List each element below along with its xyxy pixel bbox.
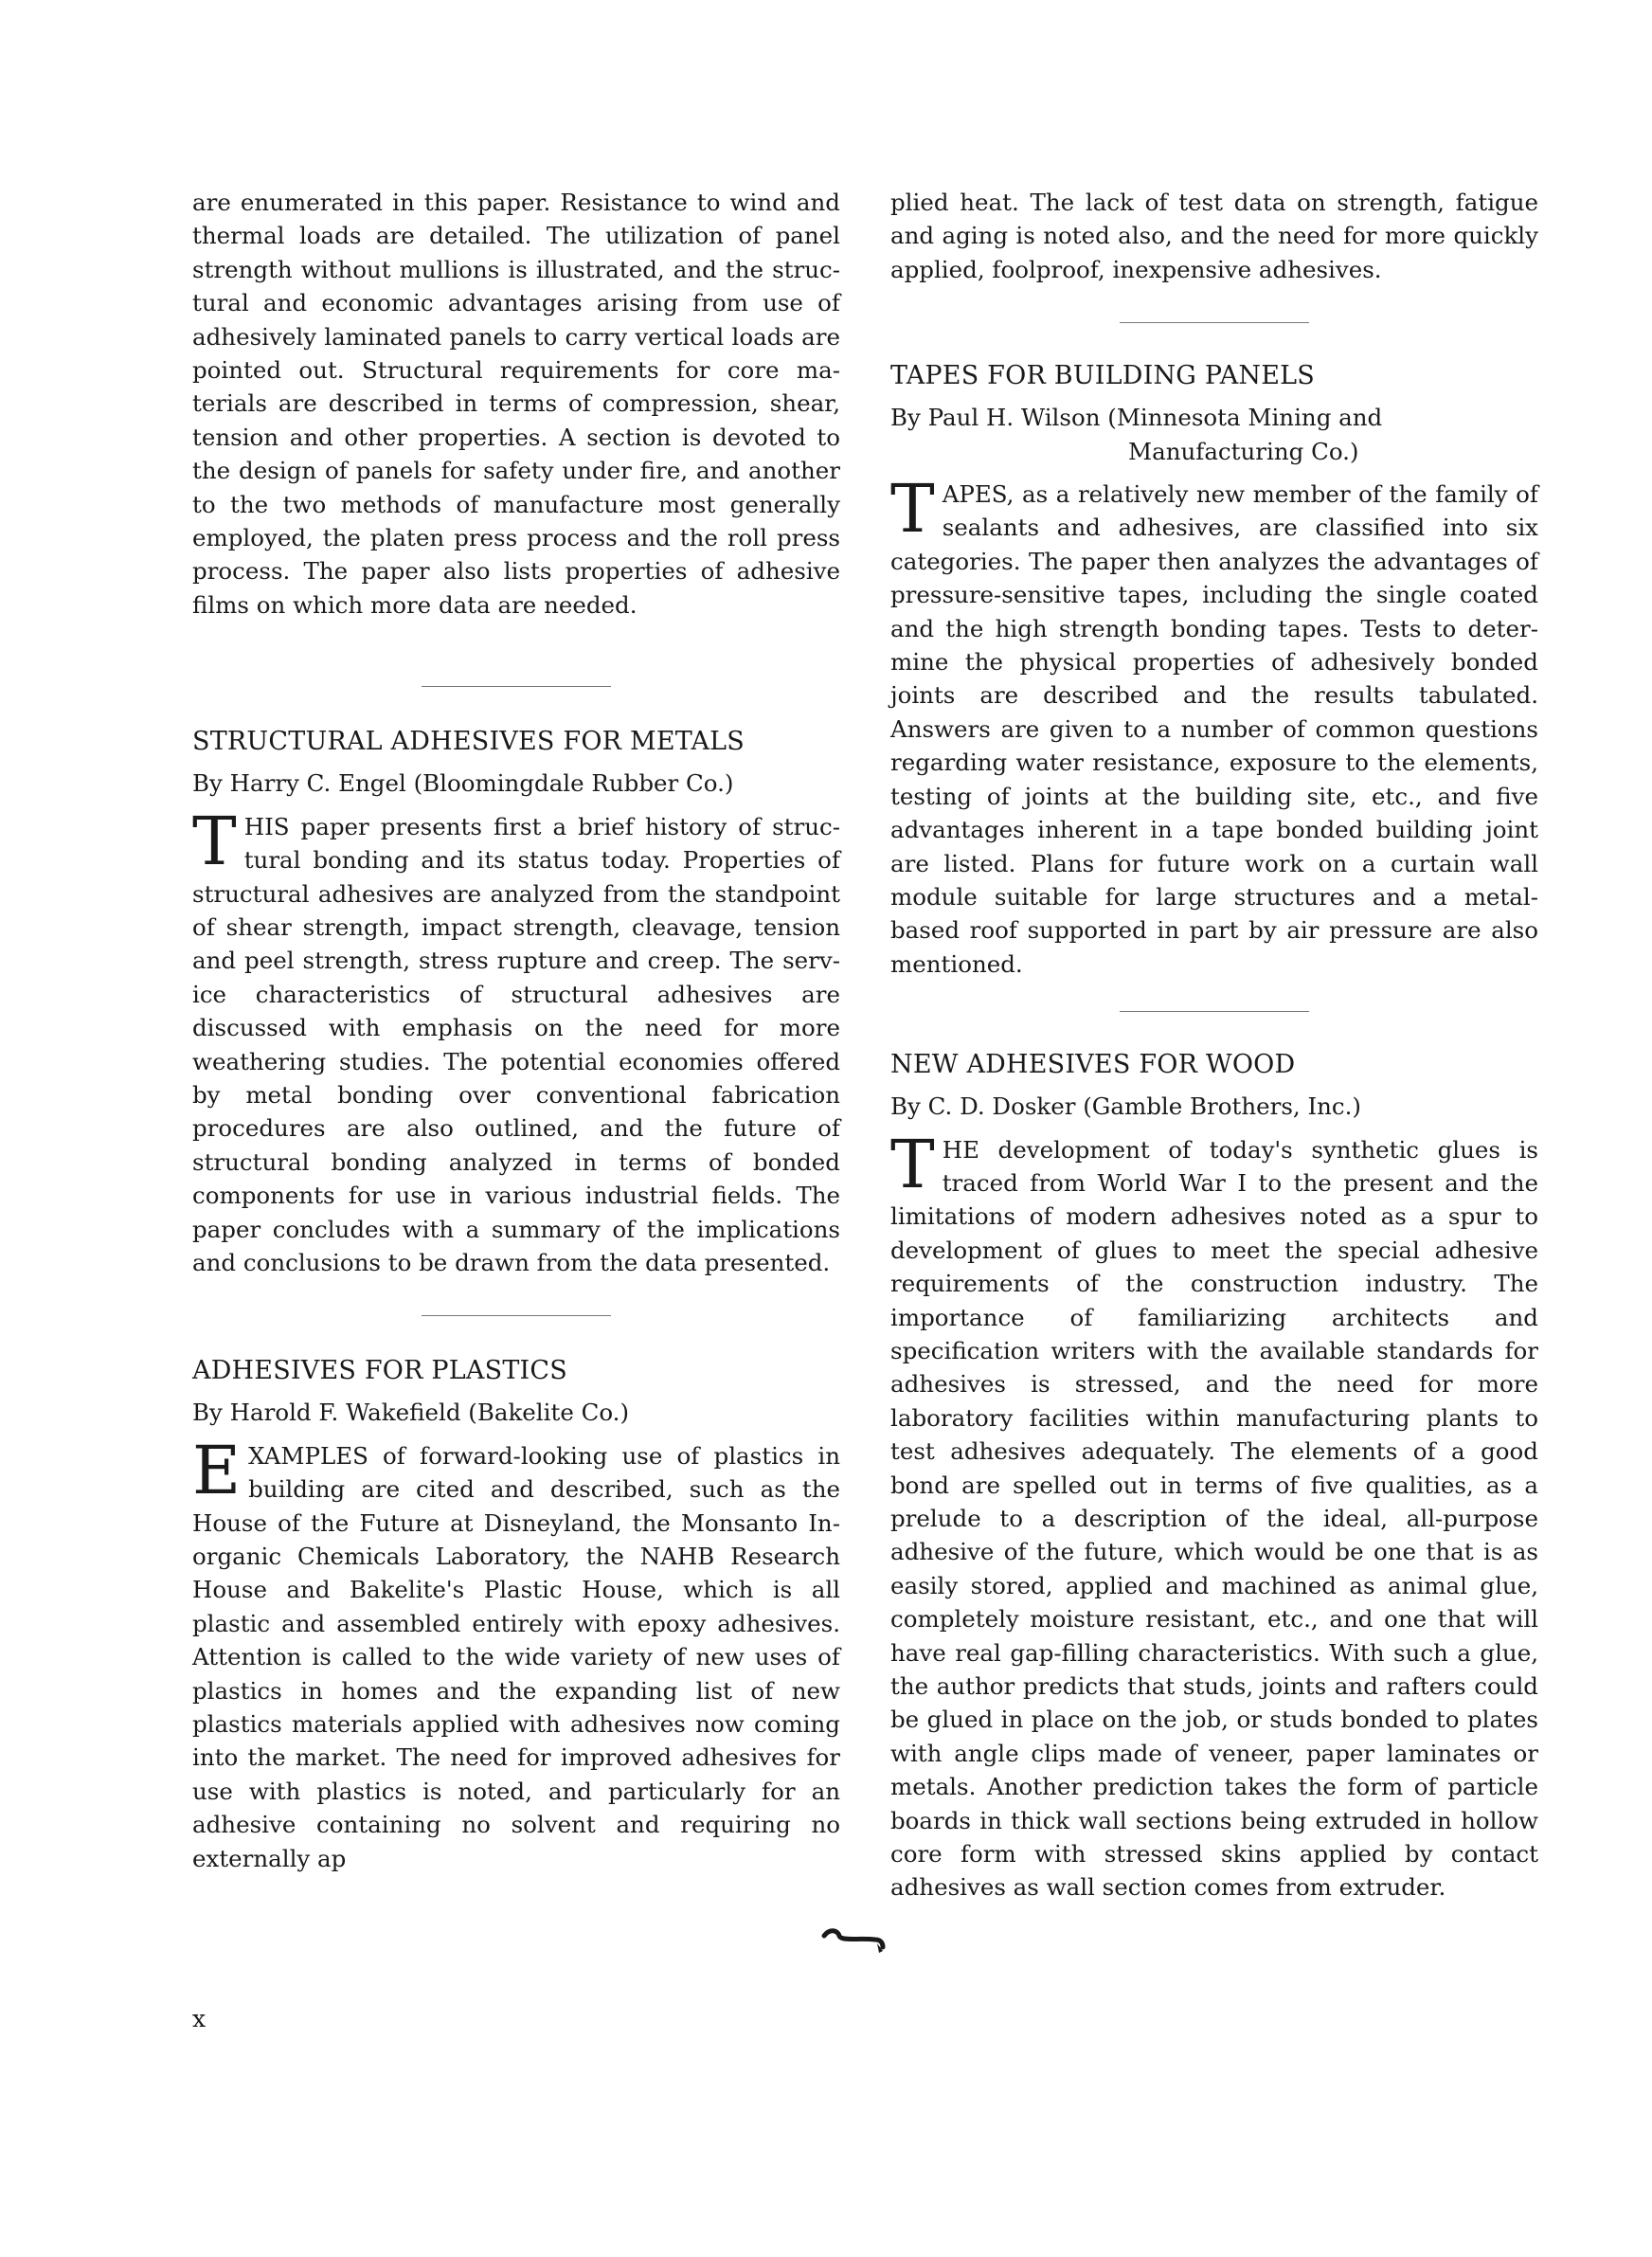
- article-byline: By Paul H. Wilson (Minnesota Mining and: [890, 404, 1383, 432]
- continuation-paragraph: plied heat. The lack of test data on strength, fatigue and aging is noted also, and the need for more quickly applied, foolproof, inexpensive adhesives.: [890, 189, 1538, 283]
- article-byline-affiliation: Manufacturing Co.): [1128, 437, 1359, 465]
- article-byline: By Harold F. Wakefield (Bakelite Co.): [192, 1399, 630, 1427]
- article-body-text: APES, as a relatively new member of the family of sealants and adhesives, are classified into six categories. The paper then analyzes the advantages of pressure-sensitive tapes, including the single coated and the high strength bonding tapes. Tests to determine the physical properties of adhesively bonded joints are described and the results tabulated. Answers are given to a number of common questions regarding water resistance, exposure to the elements, testing of joints at the building site, etc., and five advantages inherent in a tape bonded building joint are listed. Plans for future work on a curtain wall module suitable for large structures and a metal-based roof supported in part by air pressure are also mentioned.: [890, 480, 1538, 978]
- left-column: [192, 186, 840, 1875]
- article-adhesives-for-plastics: [192, 1354, 840, 1875]
- intro-paragraph: are enumerated in this paper. Resistance to wind and thermal loads are detailed. The utilization of panel strength without mullions is illustrated, and the structural and economic advantages arising from use of adhesively laminated panels to carry vertical loads are pointed out. Structural requirements for core materials are described in terms of compression, shear, tension and other properties. A section is devoted to the design of panels for safety under fire, and another to the two methods of manufacture most generally employed, the platen press process and the roll press process. The paper also lists properties of adhesive films on which more data are needed.: [192, 189, 840, 619]
- flourish-icon: [820, 1924, 887, 1957]
- drop-cap: T: [890, 470, 935, 549]
- article-title: TAPES FOR BUILDING PANELS: [890, 361, 1315, 391]
- article-abstract: [192, 1431, 840, 1875]
- article-body-text: HE development of today's synthetic glues is traced from World War I to the present and the limitations of modern adhesives noted as a spur to development of glues to meet the special adhesive requirements of the construction industry. The importance of familiarizing architects and specification writers with the available standards for adhesives is stressed, and the need for more laboratory facilities within manufacturing plants to test adhesives adequately. The elements of a good bond are spelled out in terms of five qualities, as a prelude to a description of the ideal, all-purpose adhesive of the future, which would be one that is as easily stored, applied and machined as animal glue, completely moisture resistant, etc., and one that will have real gap-filling characteristics. With such a glue, the author predicts that studs, joints and rafters could be glued in place on the job, or studs bonded to plates with angle clips made of veneer, paper laminates or metals. Another prediction takes the form of particle boards in thick wall sections being extruded in hollow core form with stressed skins applied by contact adhesives as wall section comes from extruder.: [890, 1135, 1538, 1902]
- article-abstract: [192, 802, 840, 1280]
- article-structural-adhesives-for-metals: [192, 725, 840, 1279]
- article-abstract: [890, 470, 1538, 981]
- article-body-text: HIS paper presents first a brief history of structural bonding and its status today. Properties of structural adhesives are analyzed from the standpoint of shear strength, impact strength, cleavage, tension and peel strength, stress rupture and creep. The service characteristics of structural adhesives are discussed with emphasis on the need for more weathering studies. The potential economies offered by metal bonding over conventional fabrication procedures are also outlined, and the future of structural bonding analyzed in terms of bonded components for use in various industrial fields. The paper concludes with a summary of the implications and conclusions to be drawn from the data presented.: [192, 812, 840, 1276]
- drop-cap: E: [192, 1431, 242, 1509]
- article-new-adhesives-for-wood: [890, 1048, 1538, 1905]
- article-byline: By C. D. Dosker (Gamble Brothers, Inc.): [890, 1092, 1361, 1121]
- article-title: NEW ADHESIVES FOR WOOD: [890, 1050, 1296, 1080]
- drop-cap: T: [192, 802, 237, 880]
- article-body-text: XAMPLES of forward-looking use of plastics in building are cited and described, such as the House of the Future at Disneyland, the Monsanto Inorganic Chemicals Laboratory, the NAHB Research House and Bakelite's Plastic House, which is all plastic and assembled entirely with epoxy adhesives. Attention is called to the wide variety of new uses of plastics in homes and the expanding list of new plastics materials applied with adhesives now coming into the market. The need for improved adhesives for use with plastics is noted, and particularly for an adhesive containing no solvent and requiring no externally ap: [192, 1441, 840, 1872]
- article-title: STRUCTURAL ADHESIVES FOR METALS: [192, 727, 745, 757]
- article-abstract: [890, 1125, 1538, 1905]
- article-byline: By Harry C. Engel (Bloomingdale Rubber Co.): [192, 769, 734, 798]
- drop-cap: T: [890, 1125, 935, 1203]
- page-number: x: [192, 2005, 206, 2032]
- article-title: ADHESIVES FOR PLASTICS: [192, 1356, 567, 1386]
- right-column: [890, 186, 1538, 1905]
- article-tapes-for-building-panels: [890, 359, 1538, 981]
